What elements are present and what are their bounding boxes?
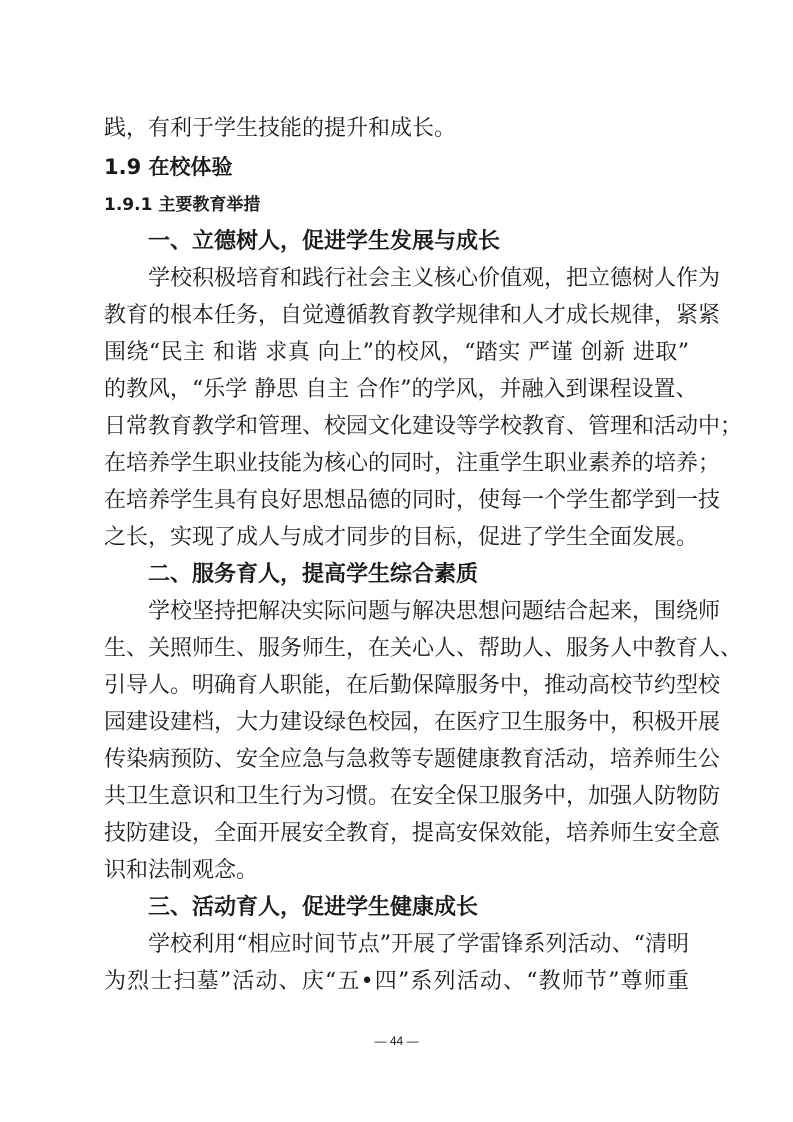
body-line: 技防建设，全面开展安全教育，提高安保效能，培养师生安全意 xyxy=(104,821,721,846)
body-line: 日常教育教学和管理、校园文化建设等学校教育、管理和活动中； xyxy=(104,414,743,439)
body-line: 引导人。明确育人职能，在后勤保障服务中，推动高校节约型校 xyxy=(104,673,721,698)
body-line: 共卫生意识和卫生行为习惯。在安全保卫服务中，加强人防物防 xyxy=(104,784,721,809)
body-line: 传染病预防、安全应急与急救等专题健康教育活动，培养师生公 xyxy=(104,747,721,772)
body-line: 学校坚持把解决实际问题与解决思想问题结合起来，围绕师 xyxy=(148,599,721,624)
body-line: 教育的根本任务，自觉遵循教育教学规律和人才成长规律，紧紧 xyxy=(104,303,721,328)
body-line: 学校利用“相应时间节点”开展了学雷锋系列活动、“清明 xyxy=(148,932,689,957)
body-line: 在培养学生职业技能为核心的同时，注重学生职业素养的培养； xyxy=(104,451,721,476)
body-line: 之长，实现了成人与成才同步的目标，促进了学生全面发展。 xyxy=(104,525,699,550)
body-line: 园建设建档，大力建设绿色校园，在医疗卫生服务中，积极开展 xyxy=(104,710,721,735)
section-heading: 1.9 在校体验 xyxy=(104,155,233,179)
body-line: 识和法制观念。 xyxy=(104,858,259,883)
body-line: 学校积极培育和践行社会主义核心价值观，把立德树人作为 xyxy=(148,266,721,291)
item-heading: 二、服务育人，提高学生综合素质 xyxy=(148,562,479,587)
body-line: 生、关照师生、服务师生，在关心人、帮助人、服务人中教育人、 xyxy=(104,636,743,661)
body-line: 践，有利于学生技能的提升和成长。 xyxy=(104,116,457,141)
item-heading: 三、活动育人，促进学生健康成长 xyxy=(148,895,479,920)
body-line: 为烈士扫墓”活动、庆“五•四”系列活动、“教师节”尊师重 xyxy=(104,969,689,994)
page-number: — 44 — xyxy=(374,1034,419,1048)
body-line: 围绕“民主 和谐 求真 向上”的校风，“踏实 严谨 创新 进取” xyxy=(104,340,689,365)
body-line: 的教风，“乐学 静思 自主 合作”的学风，并融入到课程设置、 xyxy=(104,377,698,402)
item-heading: 一、立德树人，促进学生发展与成长 xyxy=(148,229,501,254)
subsection-heading: 1.9.1 主要教育举措 xyxy=(104,195,261,215)
body-line: 在培养学生具有良好思想品德的同时，使每一个学生都学到一技 xyxy=(104,488,721,513)
